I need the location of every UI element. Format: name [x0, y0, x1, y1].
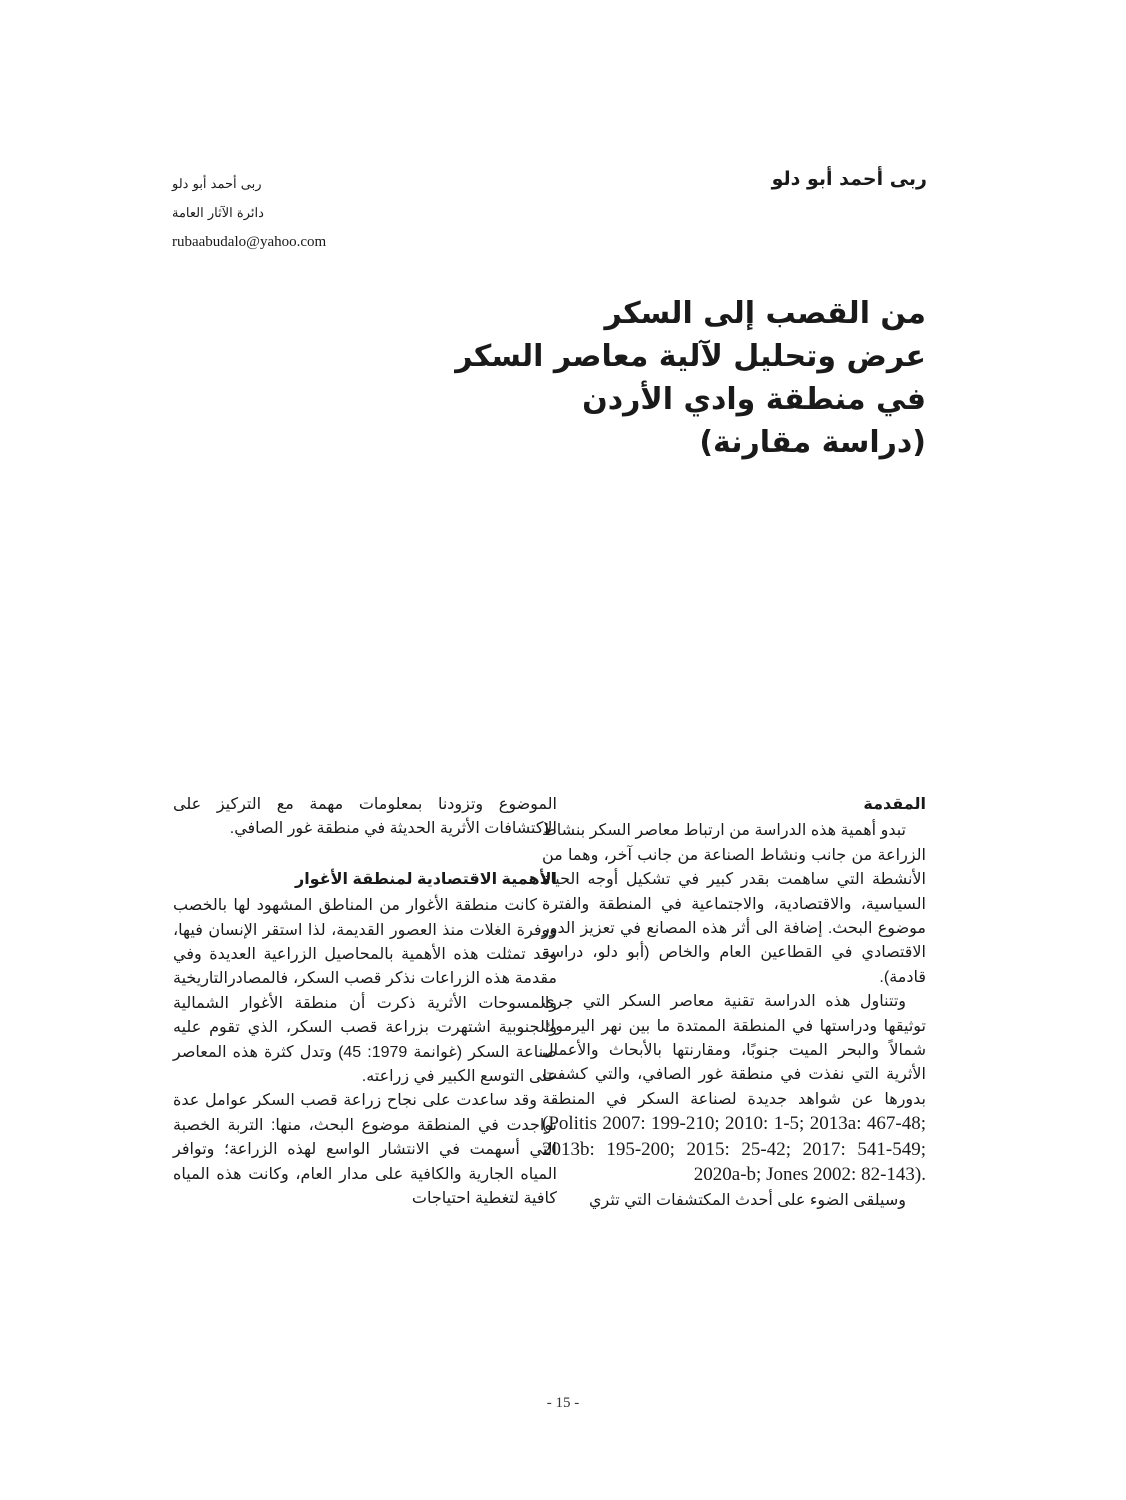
paragraph: وسيلقى الضوء على أحدث المكتشفات التي تثري [589, 1191, 906, 1209]
paragraph: وقد ساعدت على نجاح زراعة قصب السكر عوامل عدة تواجدت في المنطقة موضوع البحث، منها: التربة الخصبة التي أسهمت في الانتشار الواسع لهذه الزراعة؛ وتوافر المياه الجارية والكافية على مدار العام، وكانت هذه المياه كافية لتغطية احتياجات [173, 1092, 557, 1208]
body-column-left [173, 793, 557, 1212]
page-number: - 15 - [546, 1395, 580, 1411]
spacer [173, 842, 557, 868]
author-email[interactable]: rubaabudalo@yahoo.com [172, 234, 327, 250]
article-title [455, 292, 926, 464]
title-line: عرض وتحليل لآلية معاصر السكر [455, 339, 926, 374]
author-affiliation: دائرة الآثار العامة [172, 206, 264, 221]
paragraph-continuation: الموضوع وتزودنا بمعلومات مهمة مع التركيز على الاكتشافات الأثرية الحديثة في منطقة غور الصافي. [173, 796, 557, 838]
paragraph-with-references [542, 990, 926, 1188]
body-column-right [542, 793, 926, 1213]
section-heading-introduction: المقدمة [863, 796, 926, 813]
paragraph: تبدو أهمية هذه الدراسة من ارتباط معاصر السكر بنشاط الزراعة من جانب ونشاط الصناعة من جانب آخر، وهما من الأنشطة التي ساهمت بقدر كبير في تشكيل أوجه الحياة السياسية، والاقتصادية، والاجتماعية في المنطقة والفترة موضوع البحث. إضافة الى أثر هذه المصانع في تعزيز الدور الاقتصادي في القطاعين العام والخاص (أبو دلو، دراسة قادمة). [542, 822, 926, 986]
title-line: من القصب إلى السكر [604, 296, 926, 331]
author-info-block [172, 170, 372, 257]
paragraph: كانت منطقة الأغوار من المناطق المشهود لها بالخصب ووفرة الغلات منذ العصور القديمة، لذا استقر الإنسان فيها، وقد تمثلت هذه الأهمية بالمحاصيل الزراعية العديدة وفي مقدمة هذه الزراعات نذكر قصب السكر، فالمصادرالتاريخية والمسوحات الأثرية ذكرت أن منطقة الأغوار الشمالية والجنوبية اشتهرت بزراعة قصب السكر، الذي تقوم عليه صناعة السكر (غوانمة 1979: 45) وتدل كثرة هذه المعاصر على التوسع الكبير في زراعته. [173, 897, 558, 1086]
author-name: ربى أحمد أبو دلو [172, 177, 262, 192]
title-line: في منطقة وادي الأردن [582, 382, 926, 417]
title-line: (دراسة مقارنة) [699, 425, 926, 460]
citation-references: (Politis 2007: 199-210; 2010: 1-5; 2013a: 467-48; 2013b: 195-200; 2015: 25-42; 2017: 541-549; 2020a-b; Jones 2002: 82-143). [542, 1113, 926, 1186]
author-name-heading: ربى أحمد أبو دلو [771, 168, 927, 190]
section-heading-economic-importance: الأهمية الاقتصادية لمنطقة الأغوار [294, 870, 557, 888]
paragraph-text: وتتناول هذه الدراسة تقنية معاصر السكر التي جرى توثيقها ودراستها في المنطقة الممتدة ما بين نهر اليرموك شمالاً والبحر الميت جنوبًا، ومقارنتها بالأبحاث والأعمال الأثرية التي نفذت في منطقة غور الصافي، والتي كشفت بدورها عن شواهد جديدة لصناعة السكر في المنطقة [542, 993, 926, 1108]
